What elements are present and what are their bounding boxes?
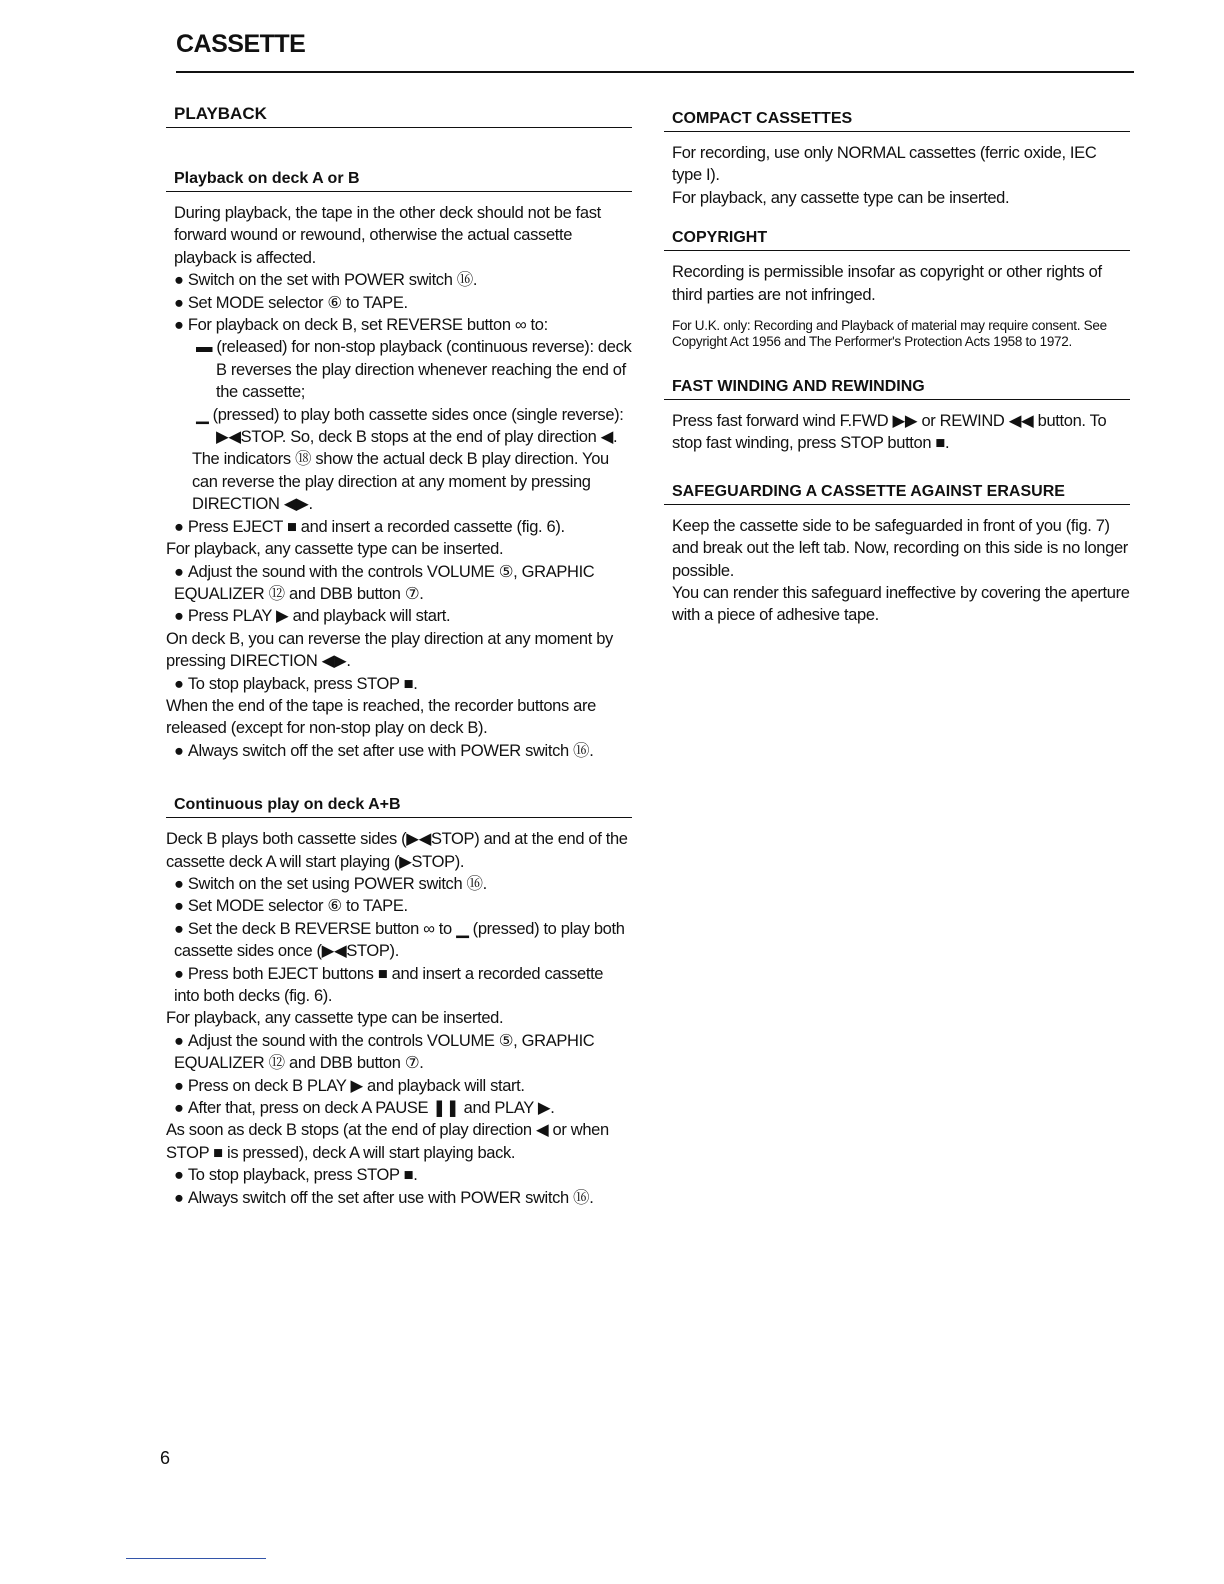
copyright-uk-note: For U.K. only: Recording and Playback of material may require consent. See Copyright Act 1956 and The Performer's Protection Acts 1958 to 1972.	[672, 318, 1107, 350]
playback-heading: PLAYBACK	[166, 104, 632, 128]
deck-ab-reverse-pressed: ▁ (pressed) to play both cassette sides once (single reverse): ▶◀STOP. So, deck B stops at the end of play direction ◀.	[196, 405, 624, 447]
deck-ab-reverse-released: ▬ (released) for non-stop playback (continuous reverse): deck B reverses the play direction whenever reaching the end of the cassette;	[196, 338, 632, 402]
continuous-step-play-b: ● Press on deck B PLAY ▶ and playback will start.	[166, 1075, 632, 1097]
deck-ab-step-power: ● Switch on the set with POWER switch ⑯.	[166, 269, 632, 291]
continuous-step-eject: ● Press both EJECT buttons ■ and insert a recorded cassette into both decks (fig. 6).	[166, 963, 632, 1008]
copyright-text: Recording is permissible insofar as copyright or other rights of third parties are not infringed.	[672, 263, 1102, 304]
safeguard-text: Keep the cassette side to be safeguarded in front of you (fig. 7) and break out the left tab. Now, recording on this side is no longer possible.	[672, 516, 1128, 580]
copyright-heading: COPYRIGHT	[664, 229, 1130, 251]
deck-ab-step-eject: ● Press EJECT ■ and insert a recorded cassette (fig. 6).	[166, 516, 632, 538]
left-column	[166, 104, 632, 1209]
safeguard-heading: SAFEGUARDING A CASSETTE AGAINST ERASURE	[664, 483, 1130, 505]
continuous-cassette-note: For playback, any cassette type can be inserted.	[166, 1009, 504, 1028]
compact-recording-text: For recording, use only NORMAL cassettes (ferric oxide, IEC type I).	[672, 144, 1097, 185]
deck-ab-step-mode: ● Set MODE selector ⑥ to TAPE.	[166, 292, 632, 314]
continuous-step-power: ● Switch on the set using POWER switch ⑯.	[166, 873, 632, 895]
continuous-step-pause-a: ● After that, press on deck A PAUSE ❚❚ and PLAY ▶.	[166, 1097, 632, 1119]
deck-ab-step-sound: ● Adjust the sound with the controls VOLUME ⑤, GRAPHIC EQUALIZER ⑫ and DBB button ⑦.	[166, 561, 632, 606]
deck-ab-end-note: When the end of the tape is reached, the recorder buttons are released (except for non-stop play on deck B).	[166, 696, 596, 738]
continuous-step-stop: ● To stop playback, press STOP ■.	[166, 1164, 632, 1186]
safeguard-undo-text: You can render this safeguard ineffective by covering the aperture with a piece of adhesive tape.	[672, 584, 1130, 625]
scan-artifact-line	[126, 1558, 266, 1559]
continuous-step-off: ● Always switch off the set after use with POWER switch ⑯.	[166, 1187, 632, 1209]
continuous-step-mode: ● Set MODE selector ⑥ to TAPE.	[166, 895, 632, 917]
deck-ab-indicators-note: The indicators ⑱ show the actual deck B play direction. You can reverse the play direction at any moment by pressing DIRECTION ◀▶.	[192, 450, 609, 514]
title-divider	[176, 71, 1134, 73]
deck-ab-cassette-note: For playback, any cassette type can be inserted.	[166, 540, 504, 559]
compact-cassettes-heading: COMPACT CASSETTES	[664, 110, 1130, 132]
compact-playback-text: For playback, any cassette type can be inserted.	[672, 188, 1010, 207]
continuous-step-reverse: ● Set the deck B REVERSE button ∞ to ▁ (pressed) to play both cassette sides once (▶◀STOP).	[166, 918, 632, 963]
deck-ab-intro: During playback, the tape in the other deck should not be fast forward wound or rewound, otherwise the actual cassette playback is affected.	[174, 204, 601, 267]
fast-winding-heading: FAST WINDING AND REWINDING	[664, 378, 1130, 400]
page-title: CASSETTE	[176, 30, 306, 58]
deck-ab-heading: Playback on deck A or B	[166, 170, 632, 192]
right-column	[664, 110, 1130, 627]
continuous-handover-note: As soon as deck B stops (at the end of play direction ◀ or when STOP ■ is pressed), deck A will start playing back.	[166, 1121, 609, 1162]
deck-ab-step-reverse: ● For playback on deck B, set REVERSE button ∞ to:	[166, 314, 632, 336]
fast-winding-text: Press fast forward wind F.FWD ▶▶ or REWIND ◀◀ button. To stop fast winding, press STOP button ■.	[672, 412, 1107, 453]
deck-ab-step-off: ● Always switch off the set after use with POWER switch ⑯.	[166, 740, 632, 762]
continuous-heading: Continuous play on deck A+B	[166, 796, 632, 818]
page-number: 6	[160, 1448, 171, 1468]
continuous-step-sound: ● Adjust the sound with the controls VOLUME ⑤, GRAPHIC EQUALIZER ⑫ and DBB button ⑦.	[166, 1030, 632, 1075]
deck-ab-step-stop: ● To stop playback, press STOP ■.	[166, 673, 632, 695]
deck-ab-step-play: ● Press PLAY ▶ and playback will start.	[166, 605, 632, 627]
deck-ab-direction-note: On deck B, you can reverse the play direction at any moment by pressing DIRECTION ◀▶.	[166, 629, 613, 671]
continuous-intro: Deck B plays both cassette sides (▶◀STOP) and at the end of the cassette deck A will start playing (▶STOP).	[166, 830, 628, 871]
